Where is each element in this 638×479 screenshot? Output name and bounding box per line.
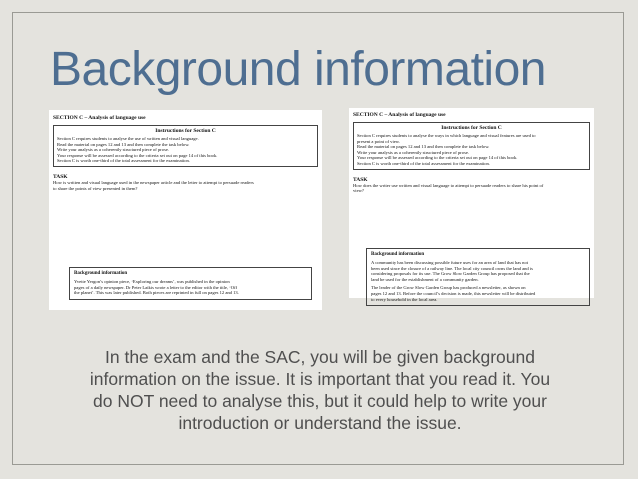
instruction-line: Your response will be assessed according to the criteria set out on page 14 of this book.: [357, 155, 518, 161]
instructions-box: [353, 122, 590, 170]
background-line: Yvette Yergon’s opinion piece, ‘Exploring our dreams’, was published in the opinion: [74, 279, 230, 284]
exam-excerpt-right: [349, 108, 594, 302]
instruction-line: Write your analysis as a coherently structured piece of prose.: [57, 147, 170, 153]
instructions-title: Instructions for Section C: [155, 128, 216, 134]
background-line: The leader of the Grow Slow Garden Group has produced a newsletter, as shown on: [371, 285, 526, 291]
section-heading: SECTION C – Analysis of language use: [53, 115, 146, 121]
background-box: [69, 267, 312, 300]
caption-line: introduction or understand the issue.: [178, 413, 462, 433]
background-line: pages of a daily newspaper. Dr Peter Laikis wrote a letter to the editor with the title, ‘Off: [74, 284, 238, 290]
background-box: [366, 248, 590, 306]
background-heading: Background information: [74, 271, 128, 276]
background-line: the planet’. This was later published. Both pieces are reprinted in full on pages 12 and 13.: [74, 290, 239, 296]
slide-caption: [55, 346, 585, 434]
slide-title: Background information: [50, 43, 546, 96]
instruction-line: Write your analysis as a coherently structured piece of prose.: [357, 149, 470, 155]
background-line: land be used for the establishment of a community garden.: [371, 276, 479, 282]
instructions-box: [53, 125, 318, 167]
background-line: A community has been discussing possible future uses for an area of land that has not: [371, 260, 529, 265]
task-line: to share the points of view presented in them?: [53, 185, 138, 191]
task-heading: TASK: [353, 176, 368, 183]
background-heading: Background information: [371, 252, 425, 257]
instruction-line: Section C requires students to analyse the use of written and visual language.: [57, 136, 199, 141]
instruction-line: Read the material on pages 12 and 13 and then complete the task below.: [57, 141, 190, 147]
instruction-line: Read the material on pages 12 and 13 and then complete the task below.: [357, 144, 490, 150]
caption-line: In the exam and the SAC, you will be given background: [105, 347, 535, 367]
background-line: pages 12 and 13. Before the council’s decision is made, this newsletter will be distributed: [371, 290, 536, 296]
background-line: been used since the closure of a railway line. The local city council owns the land and is: [371, 265, 533, 271]
background-line: to every household in the local area.: [371, 296, 438, 302]
section-heading: SECTION C – Analysis of language use: [353, 112, 446, 118]
instruction-line: Section C requires students to analyse the ways in which language and visual features are used to: [357, 133, 536, 138]
instruction-line: present a point of view.: [357, 138, 400, 144]
task-heading: TASK: [53, 173, 68, 180]
background-line: considering proposals for its use. The Grow Slow Garden Group has proposed that the: [371, 271, 530, 277]
task-line: How does the writer use written and visual language to attempt to persuade readers to share his point of: [353, 182, 544, 188]
instruction-line: Your response will be assessed according to the criteria set out on page 14 of this book.: [57, 152, 218, 158]
task-line: view?: [353, 188, 364, 194]
caption-line: information on the issue. It is important that you read it. You: [89, 369, 551, 389]
caption-line: do NOT need to analyse this, but it could help to write your: [93, 391, 547, 411]
instruction-line: Section C is worth one-third of the total assessment for the examination.: [57, 158, 190, 164]
task-line: How is written and visual language used in the newspaper article and the letter to attempt to persuade readers: [53, 179, 254, 185]
exam-excerpt-left: [49, 110, 322, 310]
instruction-line: Section C is worth one-third of the total assessment for the examination.: [357, 160, 490, 166]
instructions-title: Instructions for Section C: [441, 125, 502, 131]
